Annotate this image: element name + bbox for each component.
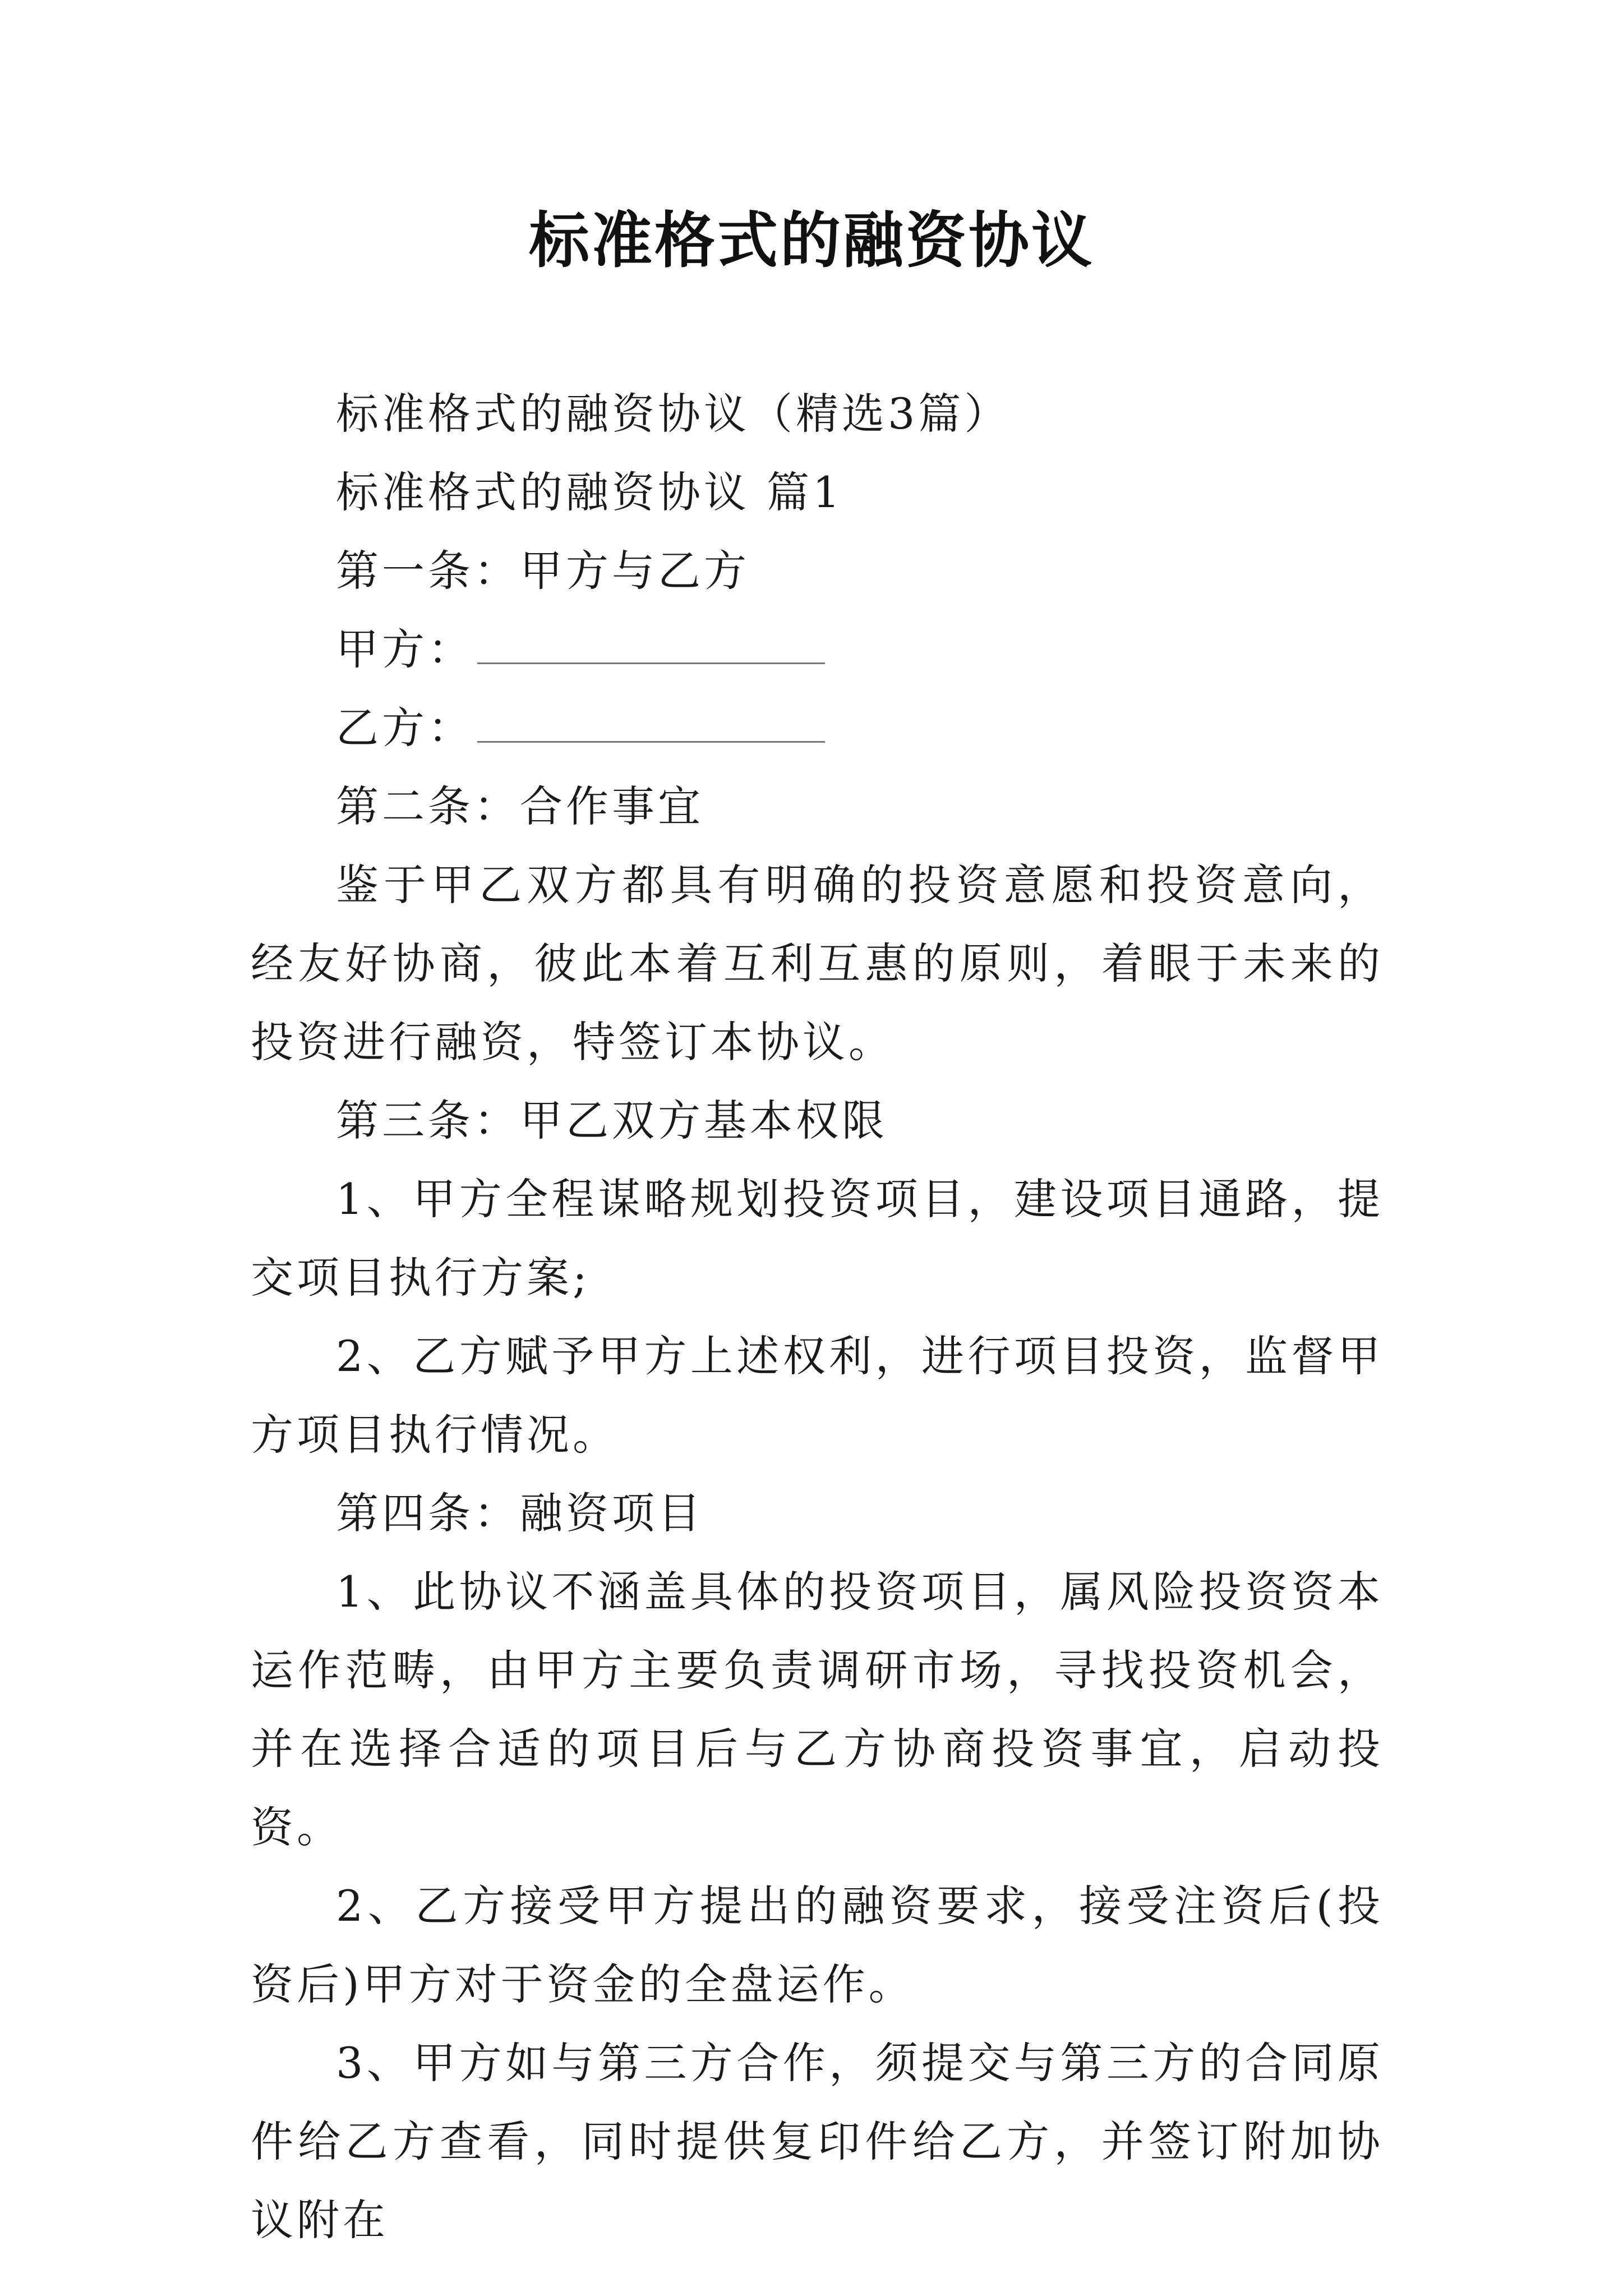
article-heading: 第三条：甲乙双方基本权限 xyxy=(336,1096,888,1145)
party-a-label: 甲方： xyxy=(336,624,474,674)
subtitle-paragraph: 标准格式的融资协议（精选3篇） xyxy=(336,389,1011,439)
document-body xyxy=(251,375,1384,2260)
body-paragraph: 1、此协议不涵盖具体的投资项目，属风险投资资本运作范畴，由甲方主要负责调研市场，寻找投资机会，并在选择合适的项目后与乙方协商投资事宜，启动投资。 xyxy=(251,1567,1384,1852)
section-heading: 标准格式的融资协议 篇1 xyxy=(336,467,843,517)
document-title: 标准格式的融资协议 xyxy=(528,206,1094,276)
party-b-label: 乙方： xyxy=(336,703,474,753)
body-paragraph: 2、乙方赋予甲方上述权利，进行项目投资，监督甲方项目执行情况。 xyxy=(251,1331,1384,1460)
party-a-blank xyxy=(477,662,825,664)
party-a-line xyxy=(251,610,1384,689)
body-paragraph: 1、甲方全程谋略规划投资项目，建设项目通路，提交项目执行方案; xyxy=(251,1174,1384,1303)
body-paragraph: 3、甲方如与第三方合作，须提交与第三方的合同原件给乙方查看，同时提供复印件给乙方，并签订附加协议附在 xyxy=(251,2038,1384,2245)
article-heading: 第二条：合作事宜 xyxy=(336,781,704,831)
article-heading: 第一条：甲方与乙方 xyxy=(336,546,750,596)
body-paragraph: 鉴于甲乙双方都具有明确的投资意愿和投资意向，经友好协商，彼此本着互利互惠的原则，着眼于未来的投资进行融资，特签订本协议。 xyxy=(251,860,1384,1067)
party-b-line xyxy=(251,689,1384,767)
party-b-blank xyxy=(477,740,825,743)
article-heading: 第四条：融资项目 xyxy=(336,1488,704,1538)
body-paragraph: 2、乙方接受甲方提出的融资要求，接受注资后(投资后)甲方对于资金的全盘运作。 xyxy=(251,1881,1384,2009)
